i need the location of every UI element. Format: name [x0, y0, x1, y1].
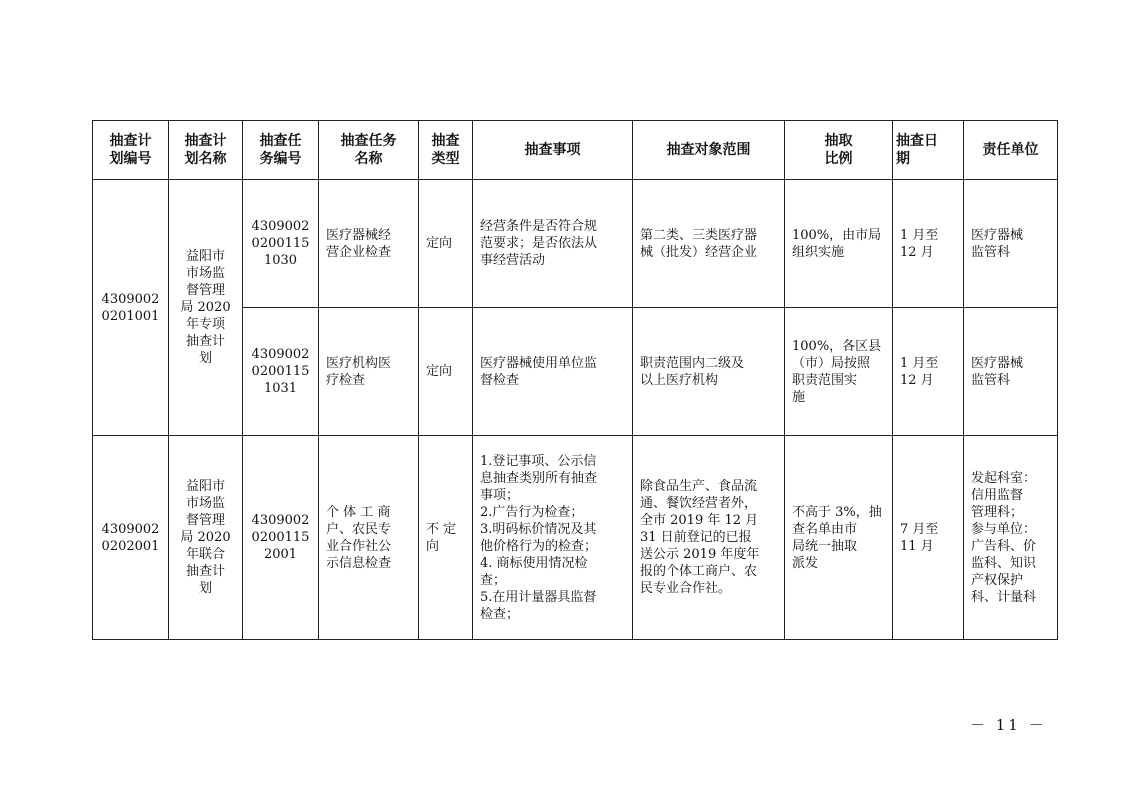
plan-no-cell: 4309002 0201001	[93, 180, 169, 436]
date-cell: 1 月至 12 月	[893, 308, 964, 436]
items-cell: 经营条件是否符合规 范要求；是否依法从 事经营活动	[473, 180, 633, 308]
task-no-cell: 4309002 0200115 1031	[243, 308, 319, 436]
plan-no-cell: 4309002 0202001	[93, 436, 169, 640]
task-no-cell: 4309002 0200115 2001	[243, 436, 319, 640]
header-plan-no: 抽查计 划编号	[93, 121, 169, 180]
task-name-cell: 医疗器械经 营企业检查	[319, 180, 419, 308]
table-row	[93, 180, 1058, 308]
unit-cell: 医疗器械 监管科	[964, 180, 1058, 308]
header-task-no: 抽查任 务编号	[243, 121, 319, 180]
date-cell: 1 月至 12 月	[893, 180, 964, 308]
scope-cell: 职责范围内二级及 以上医疗机构	[633, 308, 785, 436]
plan-name-cell: 益阳市 市场监 督管理 局 2020 年联合 抽查计 划	[169, 436, 243, 640]
type-cell: 定向	[419, 180, 473, 308]
header-task-name: 抽查任务 名称	[319, 121, 419, 180]
header-type: 抽查 类型	[419, 121, 473, 180]
table-row	[93, 436, 1058, 640]
task-name-cell: 个 体 工 商 户、农民专 业合作社公 示信息检查	[319, 436, 419, 640]
scope-cell: 除食品生产、食品流 通、餐饮经营者外， 全市 2019 年 12 月 31 日前登记的已报 送公示 2019 年度年 报的个体工商户、农 民专业合作社。	[633, 436, 785, 640]
items-cell: 医疗器械使用单位监 督检查	[473, 308, 633, 436]
header-plan-name: 抽查计 划名称	[169, 121, 243, 180]
inspection-plan-table	[92, 120, 1058, 640]
page-number: － 11 －	[970, 716, 1047, 734]
plan-name-cell: 益阳市 市场监 督管理 局 2020 年专项 抽查计 划	[169, 180, 243, 436]
header-date: 抽查日 期	[893, 121, 964, 180]
type-cell: 定向	[419, 308, 473, 436]
date-cell: 7 月至 11 月	[893, 436, 964, 640]
header-unit: 责任单位	[964, 121, 1058, 180]
unit-cell: 发起科室： 信用监督 管理科； 参与单位： 广告科、价 监科、知识 产权保护 科、计量科	[964, 436, 1058, 640]
unit-cell: 医疗器械 监管科	[964, 308, 1058, 436]
type-cell: 不 定 向	[419, 436, 473, 640]
task-no-cell: 4309002 0200115 1030	[243, 180, 319, 308]
task-name-cell: 医疗机构医 疗检查	[319, 308, 419, 436]
header-items: 抽查事项	[473, 121, 633, 180]
items-cell: 1.登记事项、公示信 息抽查类别所有抽查 事项； 2.广告行为检查； 3.明码标价情况及其 他价格行为的检查； 4. 商标使用情况检 查； 5.在用计量器具监督 检查；	[473, 436, 633, 640]
ratio-cell: 100%，各区县 （市）局按照 职责范围实 施	[785, 308, 893, 436]
header-scope: 抽查对象范围	[633, 121, 785, 180]
header-ratio: 抽取 比例	[785, 121, 893, 180]
ratio-cell: 100%，由市局 组织实施	[785, 180, 893, 308]
ratio-cell: 不高于 3%，抽 查名单由市 局统一抽取 派发	[785, 436, 893, 640]
scope-cell: 第二类、三类医疗器 械（批发）经营企业	[633, 180, 785, 308]
header-row	[93, 121, 1058, 180]
